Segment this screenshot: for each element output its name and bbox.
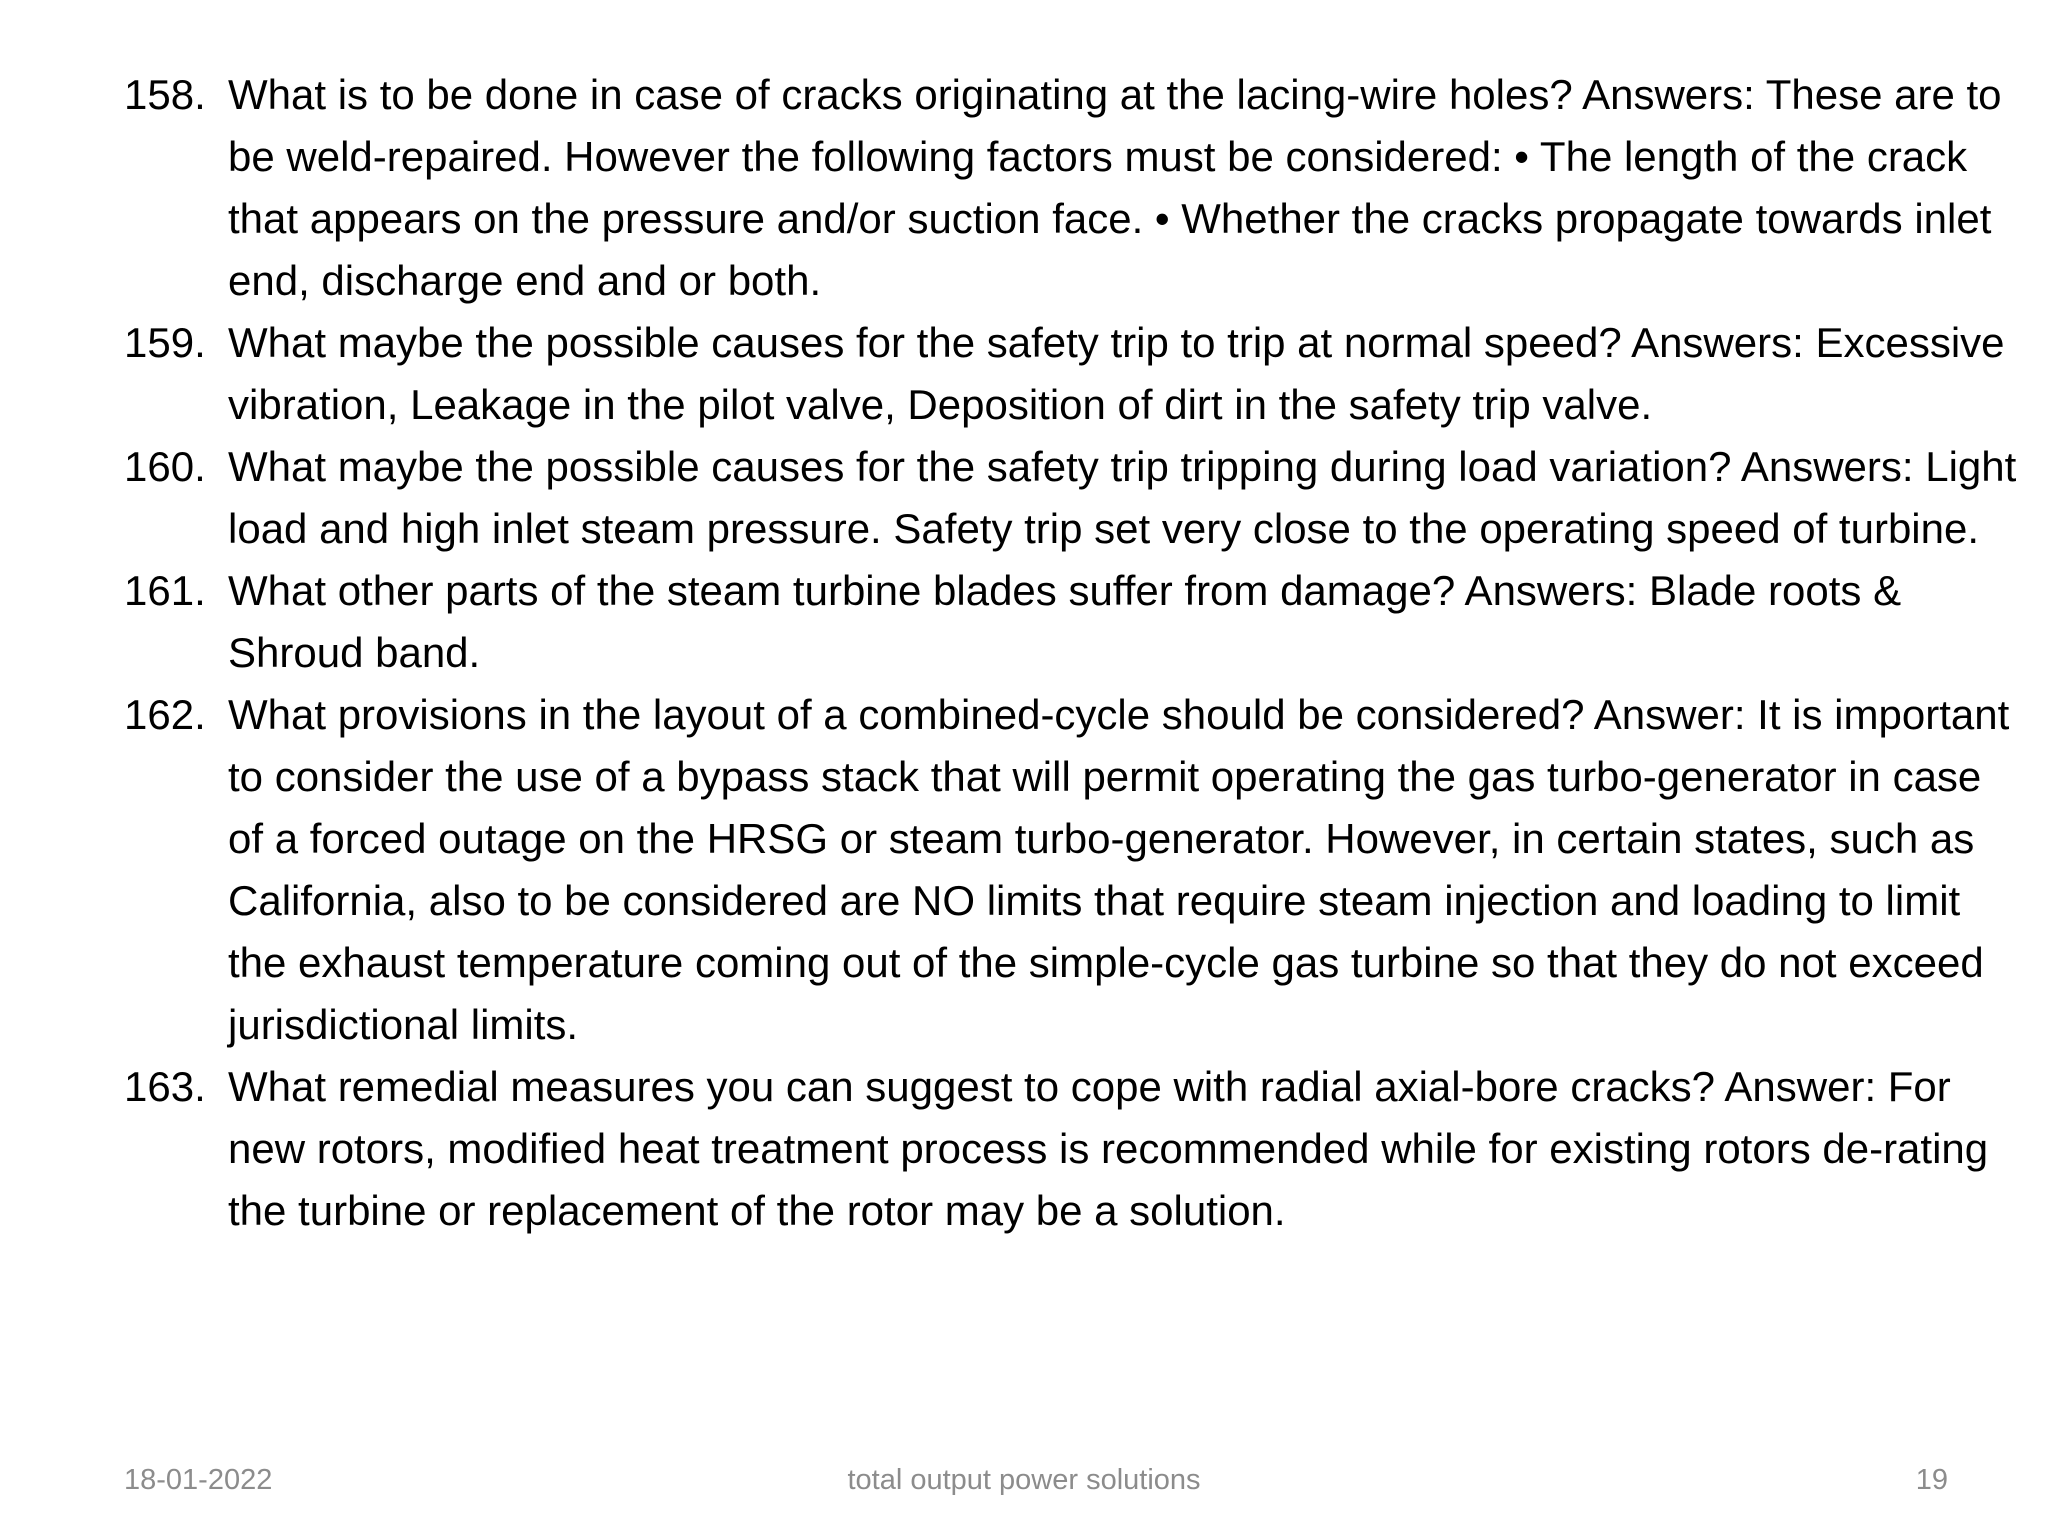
item-text: What maybe the possible causes for the safety trip to trip at normal speed? Answers: Excessive vibration, Leakage in the pilot valve, Deposition of dirt in the safety trip valve. [228, 319, 2005, 428]
item-text: What remedial measures you can suggest to cope with radial axial-bore cracks? Answer: For new rotors, modified heat treatment process is recommended while for existing rotors de-rating the turbine or replacement of the rotor may be a solution. [228, 1063, 1989, 1234]
list-item [124, 560, 2024, 684]
page-number: 19 [1915, 1464, 1948, 1496]
item-text: What is to be done in case of cracks originating at the lacing-wire holes? Answers: These are to be weld-repaired. However the following factors must be considered: • The length of the crack that appears on the pressure and/or suction face. • Whether the cracks propagate towards inlet end, discharge end and or both. [228, 71, 2002, 304]
item-number: 160. [124, 443, 206, 490]
list-item [124, 436, 2024, 560]
item-number: 163. [124, 1063, 206, 1110]
item-number: 161. [124, 567, 206, 614]
footer-title: total output power solutions [847, 1464, 1201, 1496]
list-item [124, 1056, 2024, 1242]
slide-content [124, 64, 2024, 1242]
qa-list [124, 64, 2024, 1242]
item-number: 159. [124, 319, 206, 366]
footer-date: 18-01-2022 [124, 1464, 273, 1496]
item-number: 162. [124, 691, 206, 738]
list-item [124, 64, 2024, 312]
item-number: 158. [124, 71, 206, 118]
item-text: What maybe the possible causes for the safety trip tripping during load variation? Answers: Light load and high inlet steam pressure. Safety trip set very close to the operating speed of turbine. [228, 443, 2017, 552]
item-text: What other parts of the steam turbine blades suffer from damage? Answers: Blade roots & Shroud band. [228, 567, 1902, 676]
list-item [124, 312, 2024, 436]
item-text: What provisions in the layout of a combined-cycle should be considered? Answer: It is important to consider the use of a bypass stack that will permit operating the gas turbo-generator in case of a forced outage on the HRSG or steam turbo-generator. However, in certain states, such as California, also to be considered are NO limits that require steam injection and loading to limit the exhaust temperature coming out of the simple-cycle gas turbine so that they do not exceed jurisdictional limits. [228, 691, 2010, 1048]
list-item [124, 684, 2024, 1056]
